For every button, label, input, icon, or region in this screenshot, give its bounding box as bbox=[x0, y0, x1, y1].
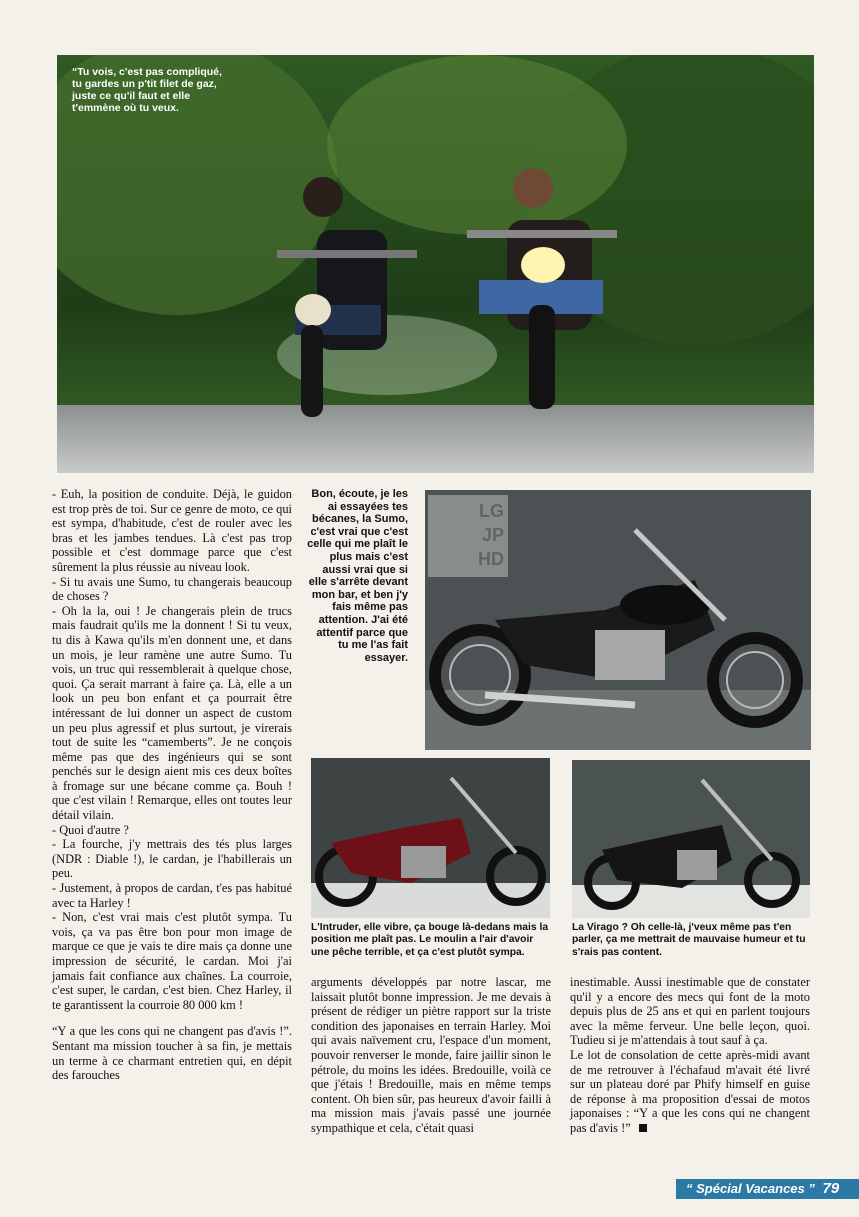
photo-black-virago-small bbox=[572, 760, 810, 918]
paragraph: “Y a que les cons qui ne changent pas d'avis !”. Sentant ma mission toucher à sa fin, je mettais un terme à ce charmant entretien qui, en dépit des farouches bbox=[52, 1024, 292, 1083]
paragraph bbox=[570, 1048, 810, 1136]
page-number: 79 bbox=[822, 1180, 840, 1197]
left-column-text bbox=[52, 487, 292, 1083]
paragraph: - Quoi d'autre ? bbox=[52, 822, 129, 837]
paragraph: - Euh, la position de conduite. Déjà, le guidon est trop près de toi. Sur ce genre de moto, ce qui est sympa, d'habitude, c'est de rouler avec les bras et les jambes tendues. Là c'est pas trop possible et c'est dommage parce que c'est sûrement la plus réussie au niveau look. bbox=[52, 487, 292, 574]
paragraph: - Si tu avais une Sumo, tu changerais beaucoup de choses ? bbox=[52, 574, 292, 604]
watermark-line: LG bbox=[479, 501, 504, 521]
paragraph: - Non, c'est vrai mais c'est plutôt sympa. Tu vois, ça va pas être bon pour mon image de marque ce que je vais te dire mais ça donne une impression de sécurité, le cardan. Moi j'ai jamais fait confiance aux chaînes. La courroie, c'est super, le cardan, c'est bien. Chez Harley, il te garantissent la courroie 80 000 km ! bbox=[52, 910, 292, 1012]
paragraph: - La fourche, j'y mettrais des tés plus larges (NDR : Diable !), le cardan, je l'habillerais un peu. bbox=[52, 837, 292, 881]
caption-intruder: L'Intruder, elle vibre, ça bouge là-dedans mais la position me plaît pas. Le moulin a l'air d'avoir une pêche terrible, et ça c'est plutôt sympa. bbox=[311, 922, 549, 958]
watermark-logo bbox=[428, 495, 508, 577]
paragraph-text: Le lot de consolation de cette après-midi avant de me retrouver à l'échafaud m'avait été livré sur un plateau doré par Phify himself en guise de réponse à ma proposition d'essai de motos japonaises : “Y a que les cons qui ne changent pas d'avis !” bbox=[570, 1047, 810, 1135]
top-photo-caption: “Tu vois, c'est pas compliqué, tu gardes un p'tit filet de gaz, juste ce qu'il faut et elle t'emmène où tu veux. bbox=[72, 66, 222, 114]
top-photo-two-riders bbox=[57, 55, 814, 473]
page-footer-tab bbox=[676, 1179, 859, 1199]
middle-column-text bbox=[311, 975, 551, 1136]
paragraph: - Oh la la, oui ! Je changerais plein de trucs mais faudrait qu'ils me la donnent ! Si tu veux, tu dis à Kawa qu'ils m'en donnent une, et dans un mois, je leur ramène une autre Sumo. Tu vois, un truc qui ressemblerait à quelque chose, quoi. Ça serait marrant à faire ça. Là, elle a un look un peu bon enfant et ça pourrait être intéressant de lui donner un aspect de custom un peu plus agressif et plus surtout, je virerais tout de suite les “camemberts”. Je ne conçois même pas que des ingénieurs qui se sont penchés sur le design aient mis ces deux boîtes à fromage sur une bécane comme ça. Bouh ! que c'est vilain ! Remarque, elles ont toutes leur détail vilain. bbox=[52, 603, 292, 823]
end-of-article-square-icon bbox=[639, 1124, 647, 1132]
paragraph: arguments développés par notre lascar, me laissait plutôt bonne impression. Je me devais à présent de rédiger un piètre rapport sur la triste condition des japonaises en terrain Harley. Moi qui avais naïvement cru, l'espace d'un moment, pouvoir renverser le monde, faire jaillir sinon le pétrole, du moins les idées. Bredouille, voilà ce que j'étais ! Bredouille, mais en même temps content. Oh bien sûr, pas heureux d'avoir failli à ma mission mais j'avais passé une journée sympathique et cela, c'était quasi bbox=[311, 975, 551, 1135]
watermark-line: JP bbox=[481, 525, 504, 545]
photo-red-intruder bbox=[311, 758, 550, 918]
section-name: “ Spécial Vacances ” bbox=[686, 1181, 815, 1196]
caption-virago: La Virago ? Oh celle-là, j'veux même pas t'en parler, ça me mettrait de mauvaise humeur et tu s'rais pas content. bbox=[572, 922, 806, 958]
paragraph: inestimable. Aussi inestimable que de constater qu'il y a encore des mecs qui font de la moto depuis plus de 25 ans et qui en parlent toujours avec la même ferveur. Une belle leçon, quoi. Tudieu si je m'attendais à tout sauf à ça. bbox=[570, 975, 810, 1048]
right-column-text bbox=[570, 975, 810, 1136]
side-pull-quote: Bon, écoute, je les ai essayées tes bécanes, la Sumo, c'est vrai que c'est celle qui me plaît le plus mais c'est aussi vrai que si elle s'arrête devant mon bar, et ben j'y fais même pas attention. J'ai été attentif parce que tu me l'as fait essayer. bbox=[307, 488, 408, 664]
watermark-line: HD bbox=[478, 549, 504, 569]
paragraph: - Justement, à propos de cardan, t'es pas habitué avec ta Harley ! bbox=[52, 881, 292, 910]
